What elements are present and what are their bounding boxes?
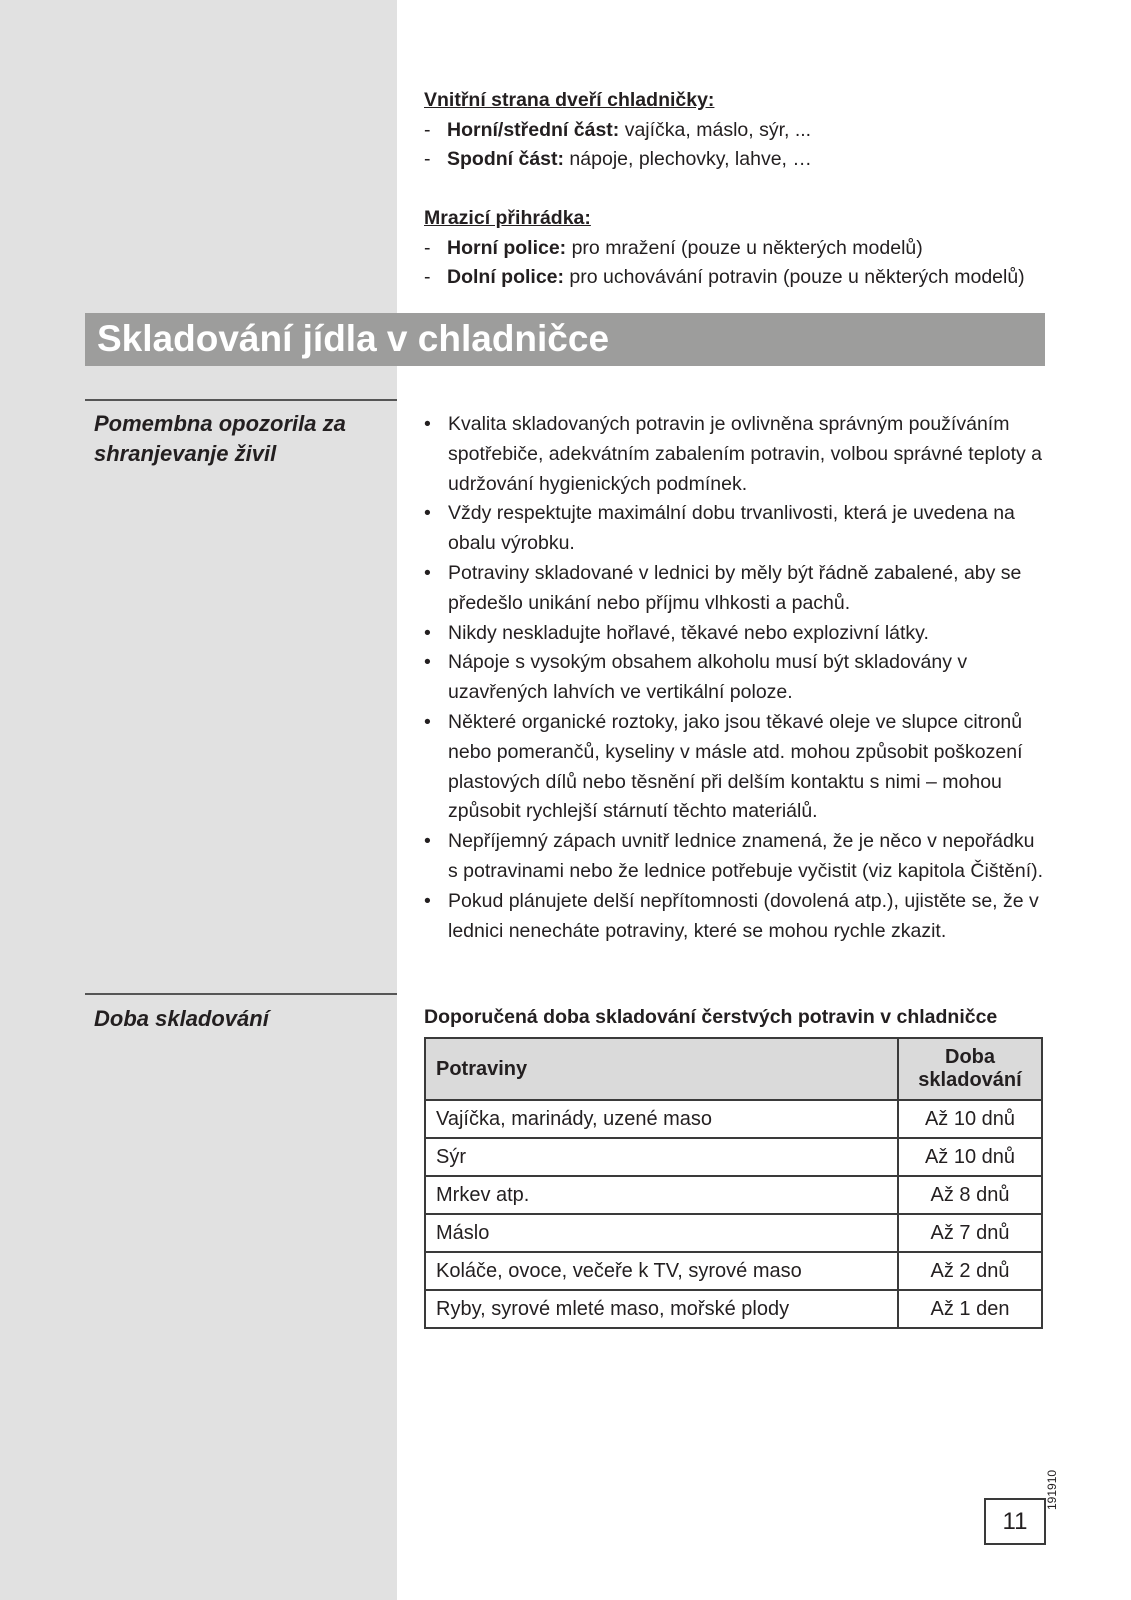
duration-cell: Až 1 den [898, 1290, 1042, 1328]
dash-marker: - [424, 118, 431, 141]
list-item [424, 499, 1044, 559]
bullet-icon: • [424, 889, 431, 912]
dash-marker: - [424, 148, 431, 170]
list-item-text: Nikdy neskladujte hořlavé, těkavé nebo explozivní látky. [448, 621, 929, 644]
list-item-text: Nápoje s vysokým obsahem alkoholu musí být skladovány v uzavřených lahvích ve vertikální poloze. [448, 651, 968, 704]
column-header-food: Potraviny [425, 1038, 898, 1100]
food-cell: Sýr [425, 1138, 898, 1176]
list-item-text: Nepříjemný zápach uvnitř lednice znamená, že je něco v nepořádku s potravinami nebo že lednice potřebuje vyčistit (viz kapitola Čištění). [448, 830, 1044, 882]
freezer-section-heading: Mrazicí přihrádka: [424, 207, 591, 229]
freezer-item [424, 263, 1044, 293]
table-title: Doporučená doba skladování čerstvých potravin v chladničce [424, 1006, 998, 1028]
column-header-duration: Doba skladování [898, 1038, 1042, 1100]
page-number: 11 [984, 1498, 1046, 1545]
storage-time-table [424, 1037, 1043, 1329]
bullet-icon: • [424, 710, 431, 733]
table-row [425, 1214, 1042, 1252]
freezer-item-label: Horní police: [447, 236, 567, 259]
duration-cell: Až 10 dnů [898, 1138, 1042, 1176]
food-cell: Koláče, ovoce, večeře k TV, syrové maso [425, 1252, 898, 1290]
bullet-icon: • [424, 502, 431, 525]
table-header-row [425, 1038, 1042, 1100]
list-item [424, 559, 1044, 619]
list-item [424, 410, 1044, 499]
duration-cell: Až 7 dnů [898, 1214, 1042, 1252]
list-item-text: Některé organické roztoky, jako jsou těkavé oleje ve slupce citronů nebo pomerančů, kyseliny v másle atd. mohou způsobit poškození plastových dílů nebo těsnění při delším kontaktu s nimi – mohou způsobit rychlejší stárnutí těchto materiálů. [448, 710, 1023, 823]
freezer-item-text: pro uchovávání potravin (pouze u některých modelů) [564, 266, 1025, 288]
list-item [424, 648, 1044, 708]
freezer-item [424, 234, 1044, 264]
list-item [424, 887, 1044, 947]
door-section [424, 86, 1044, 175]
dash-marker: - [424, 236, 431, 259]
important-notes-list [424, 410, 1044, 946]
duration-cell: Až 10 dnů [898, 1100, 1042, 1138]
door-item-label: Spodní část: [447, 148, 565, 170]
table-row [425, 1252, 1042, 1290]
food-cell: Ryby, syrové mleté maso, mořské plody [425, 1290, 898, 1328]
door-item-text: nápoje, plechovky, lahve, … [564, 148, 812, 170]
freezer-item-label: Dolní police: [447, 266, 564, 288]
sidebar-background [0, 0, 397, 1600]
food-cell: Mrkev atp. [425, 1176, 898, 1214]
bullet-icon: • [424, 413, 431, 435]
door-item-text: vajíčka, máslo, sýr, ... [619, 118, 812, 141]
food-cell: Máslo [425, 1214, 898, 1252]
list-item-text: Kvalita skladovaných potravin je ovlivněna správným používáním spotřebiče, adekvátním zabalením potravin, volbou správné teploty a udržování hygienických podmínek. [448, 413, 1043, 495]
duration-cell: Až 2 dnů [898, 1252, 1042, 1290]
freezer-section [424, 204, 1044, 293]
door-item-label: Horní/střední část: [447, 118, 620, 141]
door-item [424, 145, 1044, 175]
dash-marker: - [424, 266, 431, 288]
important-notes-title: Pomembna opozorila za shranjevanje živil [94, 411, 346, 466]
table-row [425, 1138, 1042, 1176]
table-row [425, 1290, 1042, 1328]
side-divider [85, 993, 397, 995]
list-item-text: Potraviny skladované v lednici by měly být řádně zabalené, aby se předešlo unikání nebo příjmu vlhkosti a pachů. [448, 561, 1022, 614]
bullet-icon: • [424, 651, 431, 674]
table-row [425, 1176, 1042, 1214]
list-item-text: Vždy respektujte maximální dobu trvanlivosti, která je uvedena na obalu výrobku. [448, 502, 1015, 555]
list-item-text: Pokud plánujete delší nepřítomnosti (dovolená atp.), ujistěte se, že v lednici nenecháte potraviny, které se mohou rychle zkazit. [448, 889, 1039, 942]
table-row [425, 1100, 1042, 1138]
bullet-icon: • [424, 621, 431, 644]
bullet-icon: • [424, 830, 431, 853]
bullet-icon: • [424, 561, 431, 584]
list-item [424, 708, 1044, 827]
duration-cell: Až 8 dnů [898, 1176, 1042, 1214]
section-title: Skladování jídla v chladničce [97, 318, 610, 359]
document-code: 191910 [1045, 1469, 1059, 1511]
food-cell: Vajíčka, marinády, uzené maso [425, 1100, 898, 1138]
section-title-bar [85, 313, 1045, 366]
door-section-heading: Vnitřní strana dveří chladničky: [424, 89, 715, 111]
freezer-item-text: pro mražení (pouze u některých modelů) [566, 236, 923, 259]
storage-time-title: Doba skladování [94, 1006, 269, 1031]
list-item [424, 827, 1044, 887]
side-divider [85, 399, 397, 401]
door-item [424, 116, 1044, 146]
list-item [424, 619, 1044, 649]
